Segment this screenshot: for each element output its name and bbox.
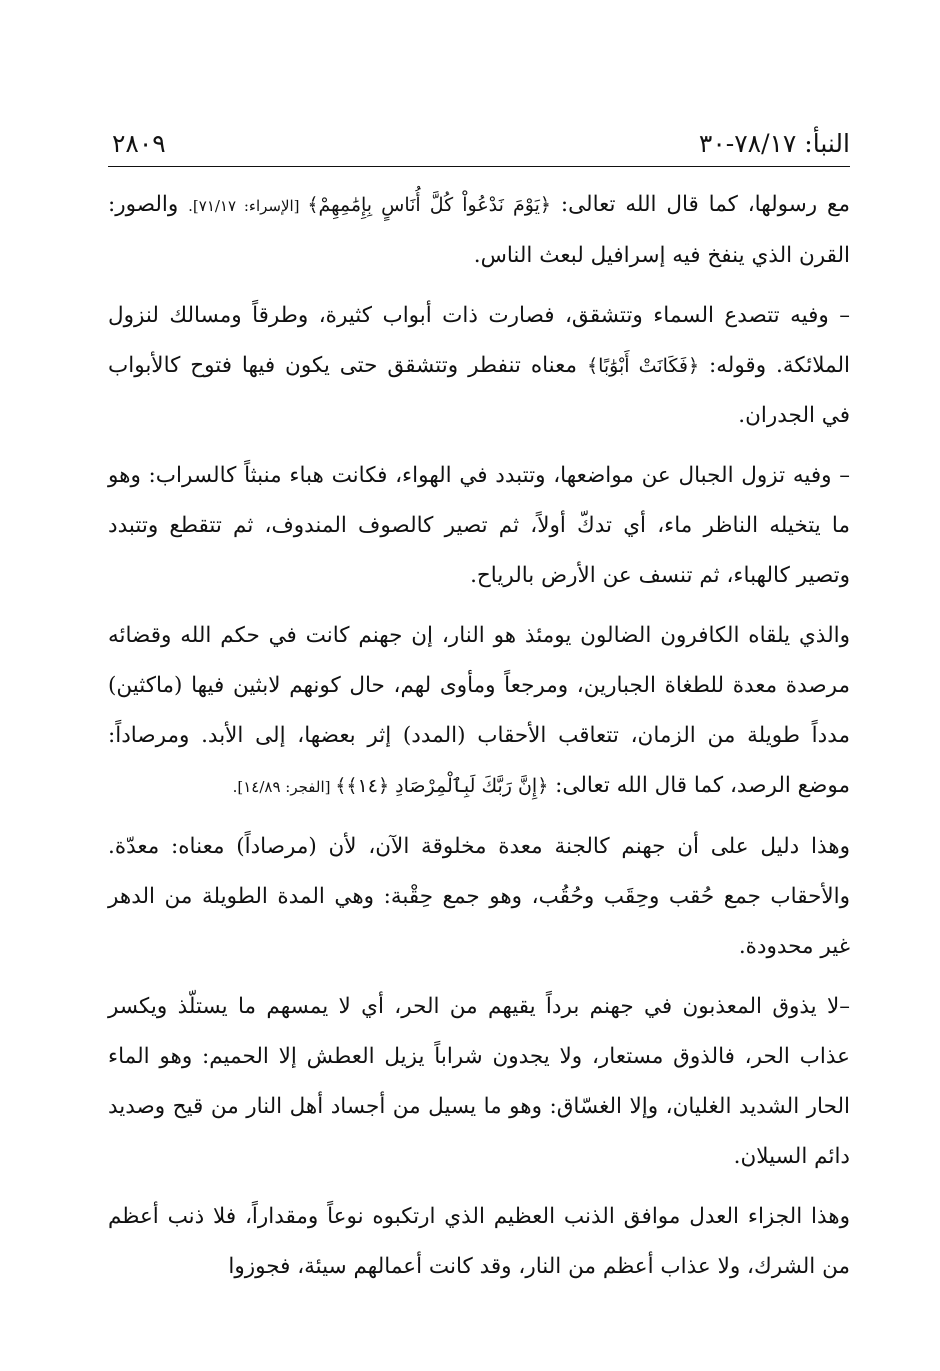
page-header: [112, 112, 850, 158]
paragraph-4: [108, 611, 850, 812]
paragraph-text: معناه تنفطر وتتشقق حتى يكون فيها فتوح كالأبواب في الجدران.: [108, 353, 850, 428]
paragraph-text: – وفيه تتصدع السماء وتتشقق، فصارت ذات أبواب كثيرة، وطرقاً ومسالك لنزول الملائكة. وقوله:: [108, 303, 850, 378]
paragraph-7: [108, 1192, 850, 1292]
paragraph-text: والذي يلقاه الكافرون الضالون يومئذ هو النار، إن جهنم كانت في حكم الله وقضائه مرصدة معدة للطغاة الجبارين، ومرجعاً ومأوى لهم، حال كونهم لابثين فيها (ماكثين) مدداً طويلة من الزمان، تتعاقب الأحقاب (المدد) إثر بعضها، إلى الأبد. ومرصاداً: موضع الرصد، كما قال الله تعالى:: [108, 623, 850, 798]
paragraph-text: – وفيه تزول الجبال عن مواضعها، وتتبدد في الهواء، فكانت هباء منبثاً كالسراب: وهو ما يتخيله الناظر ماء، أي تدكّ أولاً، ثم تصير كالصوف المندوف، ثم تتقطع وتتبدد وتصير كالهباء، ثم تنسف عن الأرض بالرياح.: [108, 463, 850, 588]
paragraph-text: والصور: القرن الذي ينفخ فيه إسرافيل لبعث الناس.: [108, 192, 850, 268]
paragraph-text: وهذا دليل على أن جهنم كالجنة معدة مخلوقة الآن، لأن (مرصاداً) معناه: معدّة. والأحقاب جمع حُقب وحِقَب وحُقُب، وهو جمع حِقْبة: وهي المدة الطويلة من الدهر غير محدودة.: [108, 834, 850, 959]
quran-verse: ﴿فَكَانَتْ أَبْوَٰبًا﴾: [586, 355, 700, 377]
quran-verse: ﴿يَوْمَ نَدْعُواْ كُلَّ أُنَاسٍ بِإِمَٰمِهِمْ﴾: [307, 194, 551, 216]
paragraph-5: [108, 822, 850, 972]
verse-citation: [الفجر: ١٤/٨٩].: [232, 778, 336, 796]
paragraph-6: [108, 982, 850, 1182]
paragraph-text: مع رسولها، كما قال الله تعالى:: [551, 192, 850, 217]
paragraph-3: [108, 451, 850, 601]
page-number: ٢٨٠٩: [112, 129, 166, 158]
paragraph-1: [108, 180, 850, 281]
surah-reference: النبأ: ٧٨/١٧-٣٠: [698, 129, 850, 158]
paragraph-2: [108, 291, 850, 441]
quran-verse: ﴿إِنَّ رَبَّكَ لَبِٱلْمِرْصَادِ ﴿١٤﴾﴾: [335, 775, 549, 797]
main-text: [108, 180, 850, 1302]
paragraph-text: وهذا الجزاء العدل موافق الذنب العظيم الذي ارتكبوه نوعاً ومقداراً، فلا ذنب أعظم من الشرك، ولا عذاب أعظم من النار، وقد كانت أعمالهم سيئة، فجوزوا: [108, 1204, 850, 1279]
paragraph-text: –لا يذوق المعذبون في جهنم برداً يقيهم من الحر، أي لا يمسهم ما يستلّذ ويكسر عذاب الحر، فالذوق مستعار، ولا يجدون شراباً يزيل العطش إلا الحميم: وهو الماء الحار الشديد الغليان، وإلا الغسّاق: وهو ما يسيل من أجساد أهل النار من قيح وصديد دائم السيلان.: [108, 994, 850, 1169]
verse-citation: [الإسراء: ٧١/١٧].: [188, 197, 308, 215]
header-divider: [108, 166, 850, 167]
